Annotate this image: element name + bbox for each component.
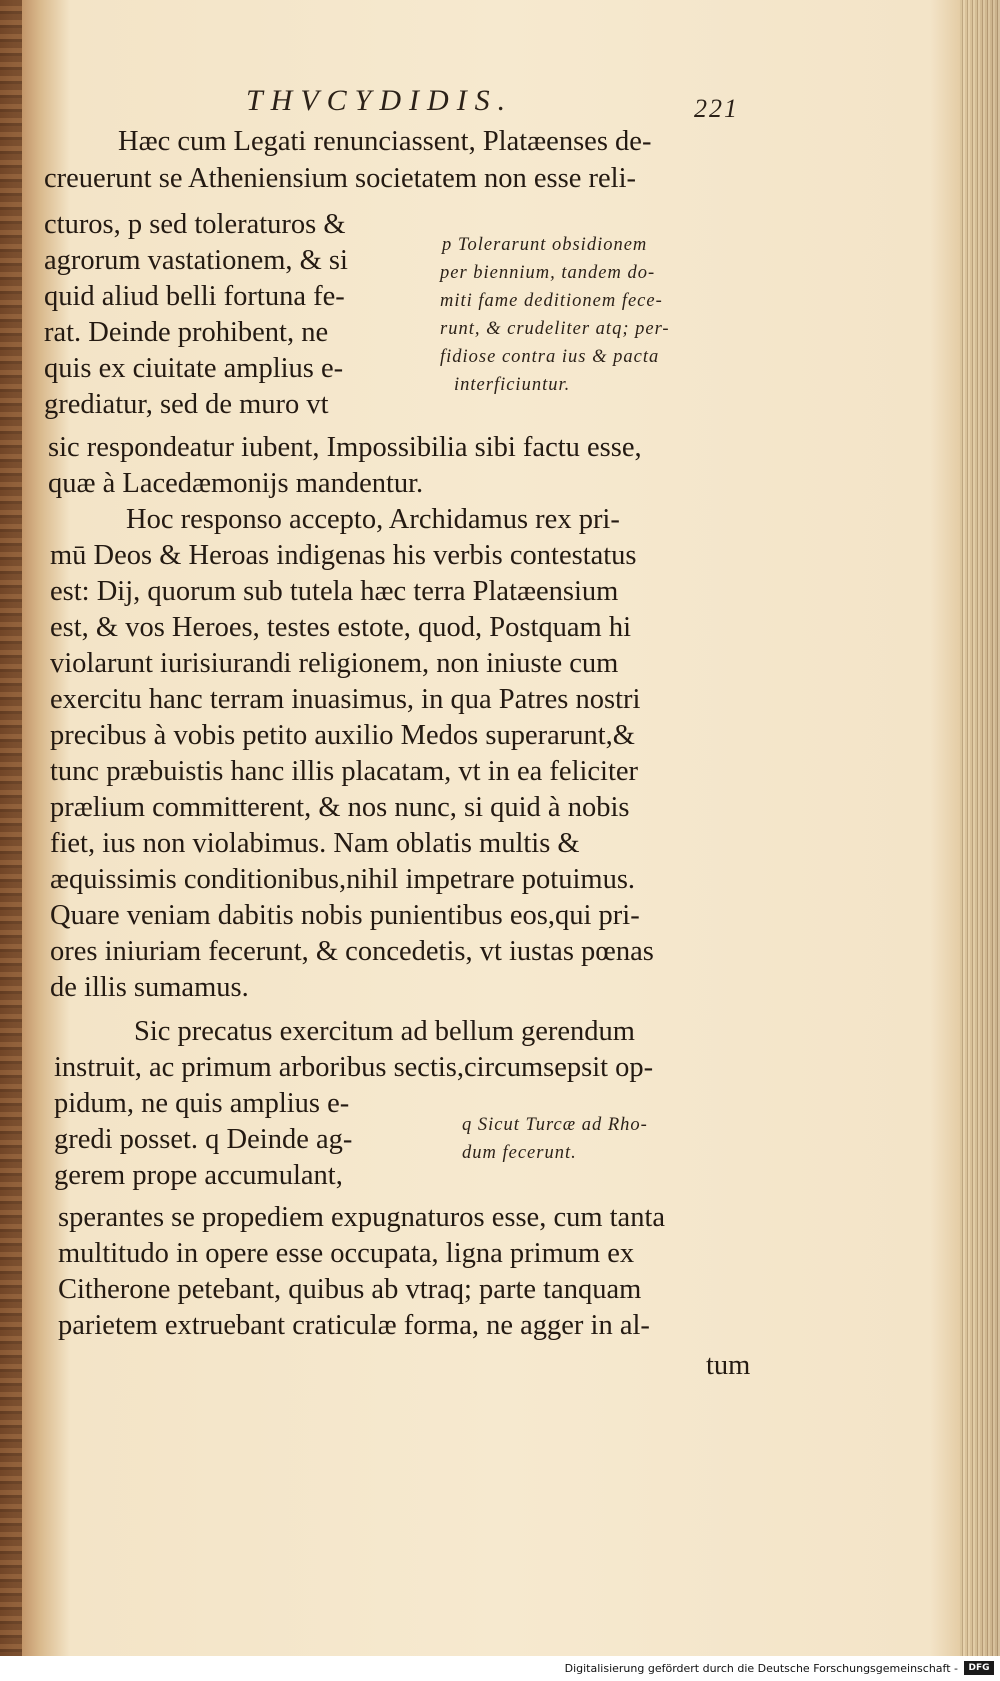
body-line: æquissimis conditionibus,nihil impetrare potuimus. [50,864,636,895]
body-line: tunc præbuistis hanc illis placatam, vt in ea feliciter [50,756,639,787]
body-line: quid aliud belli fortuna fe- [44,281,345,312]
body-line: violarunt iurisiurandi religionem, non iniuste cum [50,648,619,679]
body-line: cturos, p sed toleraturos & [44,209,346,240]
body-line: prælium committerent, & nos nunc, si quid à nobis [50,792,630,823]
page-number: 221 [694,94,739,123]
body-line: exercitu hanc terram inuasimus, in qua Patres nostri [50,684,641,715]
body-line: Quare veniam dabitis nobis punientibus eos,qui pri- [50,900,640,931]
body-line: de illis sumamus. [50,972,249,1003]
body-line: precibus à vobis petito auxilio Medos superarunt,& [50,720,635,751]
body-line: Sic precatus exercitum ad bellum gerendum [134,1016,635,1047]
body-line: Citherone petebant, quibus ab vtraq; parte tanquam [58,1274,642,1305]
body-line: ores iniuriam fecerunt, & concedetis, vt iustas pœnas [50,936,654,967]
body-line: fiet, ius non violabimus. Nam oblatis multis & [50,828,580,859]
funding-credit: Digitalisierung gefördert durch die Deutsche Forschungsgemeinschaft - [564,1662,958,1675]
body-line: mū Deos & Heroas indigenas his verbis contestatus [50,540,637,571]
body-line: Hoc responso accepto, Archidamus rex pri- [126,504,620,535]
body-line: Hæc cum Legati renunciassent, Platæenses de- [118,126,652,157]
body-line: sperantes se propediem expugnaturos esse, cum tanta [58,1202,666,1233]
body-line: est: Dij, quorum sub tutela hæc terra Platæensium [50,576,619,607]
dfg-logo: DFG [964,1661,994,1675]
margin-note-line: runt, & crudeliter atq; per- [440,319,670,339]
margin-note-line: q Sicut Turcæ ad Rho- [462,1115,648,1135]
digitization-footer [0,1656,1000,1681]
page-fore-edge [960,0,1000,1681]
margin-note-line: p Tolerarunt obsidionem [442,235,648,255]
margin-note-line: interficiuntur. [454,375,571,395]
margin-note-line: miti fame deditionem fece- [440,291,663,311]
body-line: instruit, ac primum arboribus sectis,circumsepsit op- [54,1052,654,1083]
book-binding-edge [0,0,22,1681]
body-line: gerem prope accumulant, [54,1160,343,1191]
body-line: quis ex ciuitate amplius e- [44,353,344,384]
body-line: est, & vos Heroes, testes estote, quod, Postquam hi [50,612,632,643]
margin-note-line: per biennium, tandem do- [440,263,656,283]
body-line: sic respondeatur iubent, Impossibilia sibi factu esse, [48,432,642,463]
body-line: grediatur, sed de muro vt [44,389,329,420]
body-line: tum [706,1350,751,1381]
body-line: pidum, ne quis amplius e- [54,1088,350,1119]
margin-note-line: fidiose contra ius & pacta [440,347,660,367]
body-line: quæ à Lacedæmonijs mandentur. [48,468,424,499]
running-header: THVCYDIDIS. [246,84,514,117]
margin-note-line: dum fecerunt. [462,1143,577,1163]
body-line: agrorum vastationem, & si [44,245,348,276]
body-line: creuerunt se Atheniensium societatem non esse reli- [44,163,636,194]
body-line: multitudo in opere esse occupata, ligna primum ex [58,1238,635,1269]
body-line: parietem extruebant craticulæ forma, ne agger in al- [58,1310,650,1341]
body-line: gredi posset. q Deinde ag- [54,1124,353,1155]
body-line: rat. Deinde prohibent, ne [44,317,329,348]
